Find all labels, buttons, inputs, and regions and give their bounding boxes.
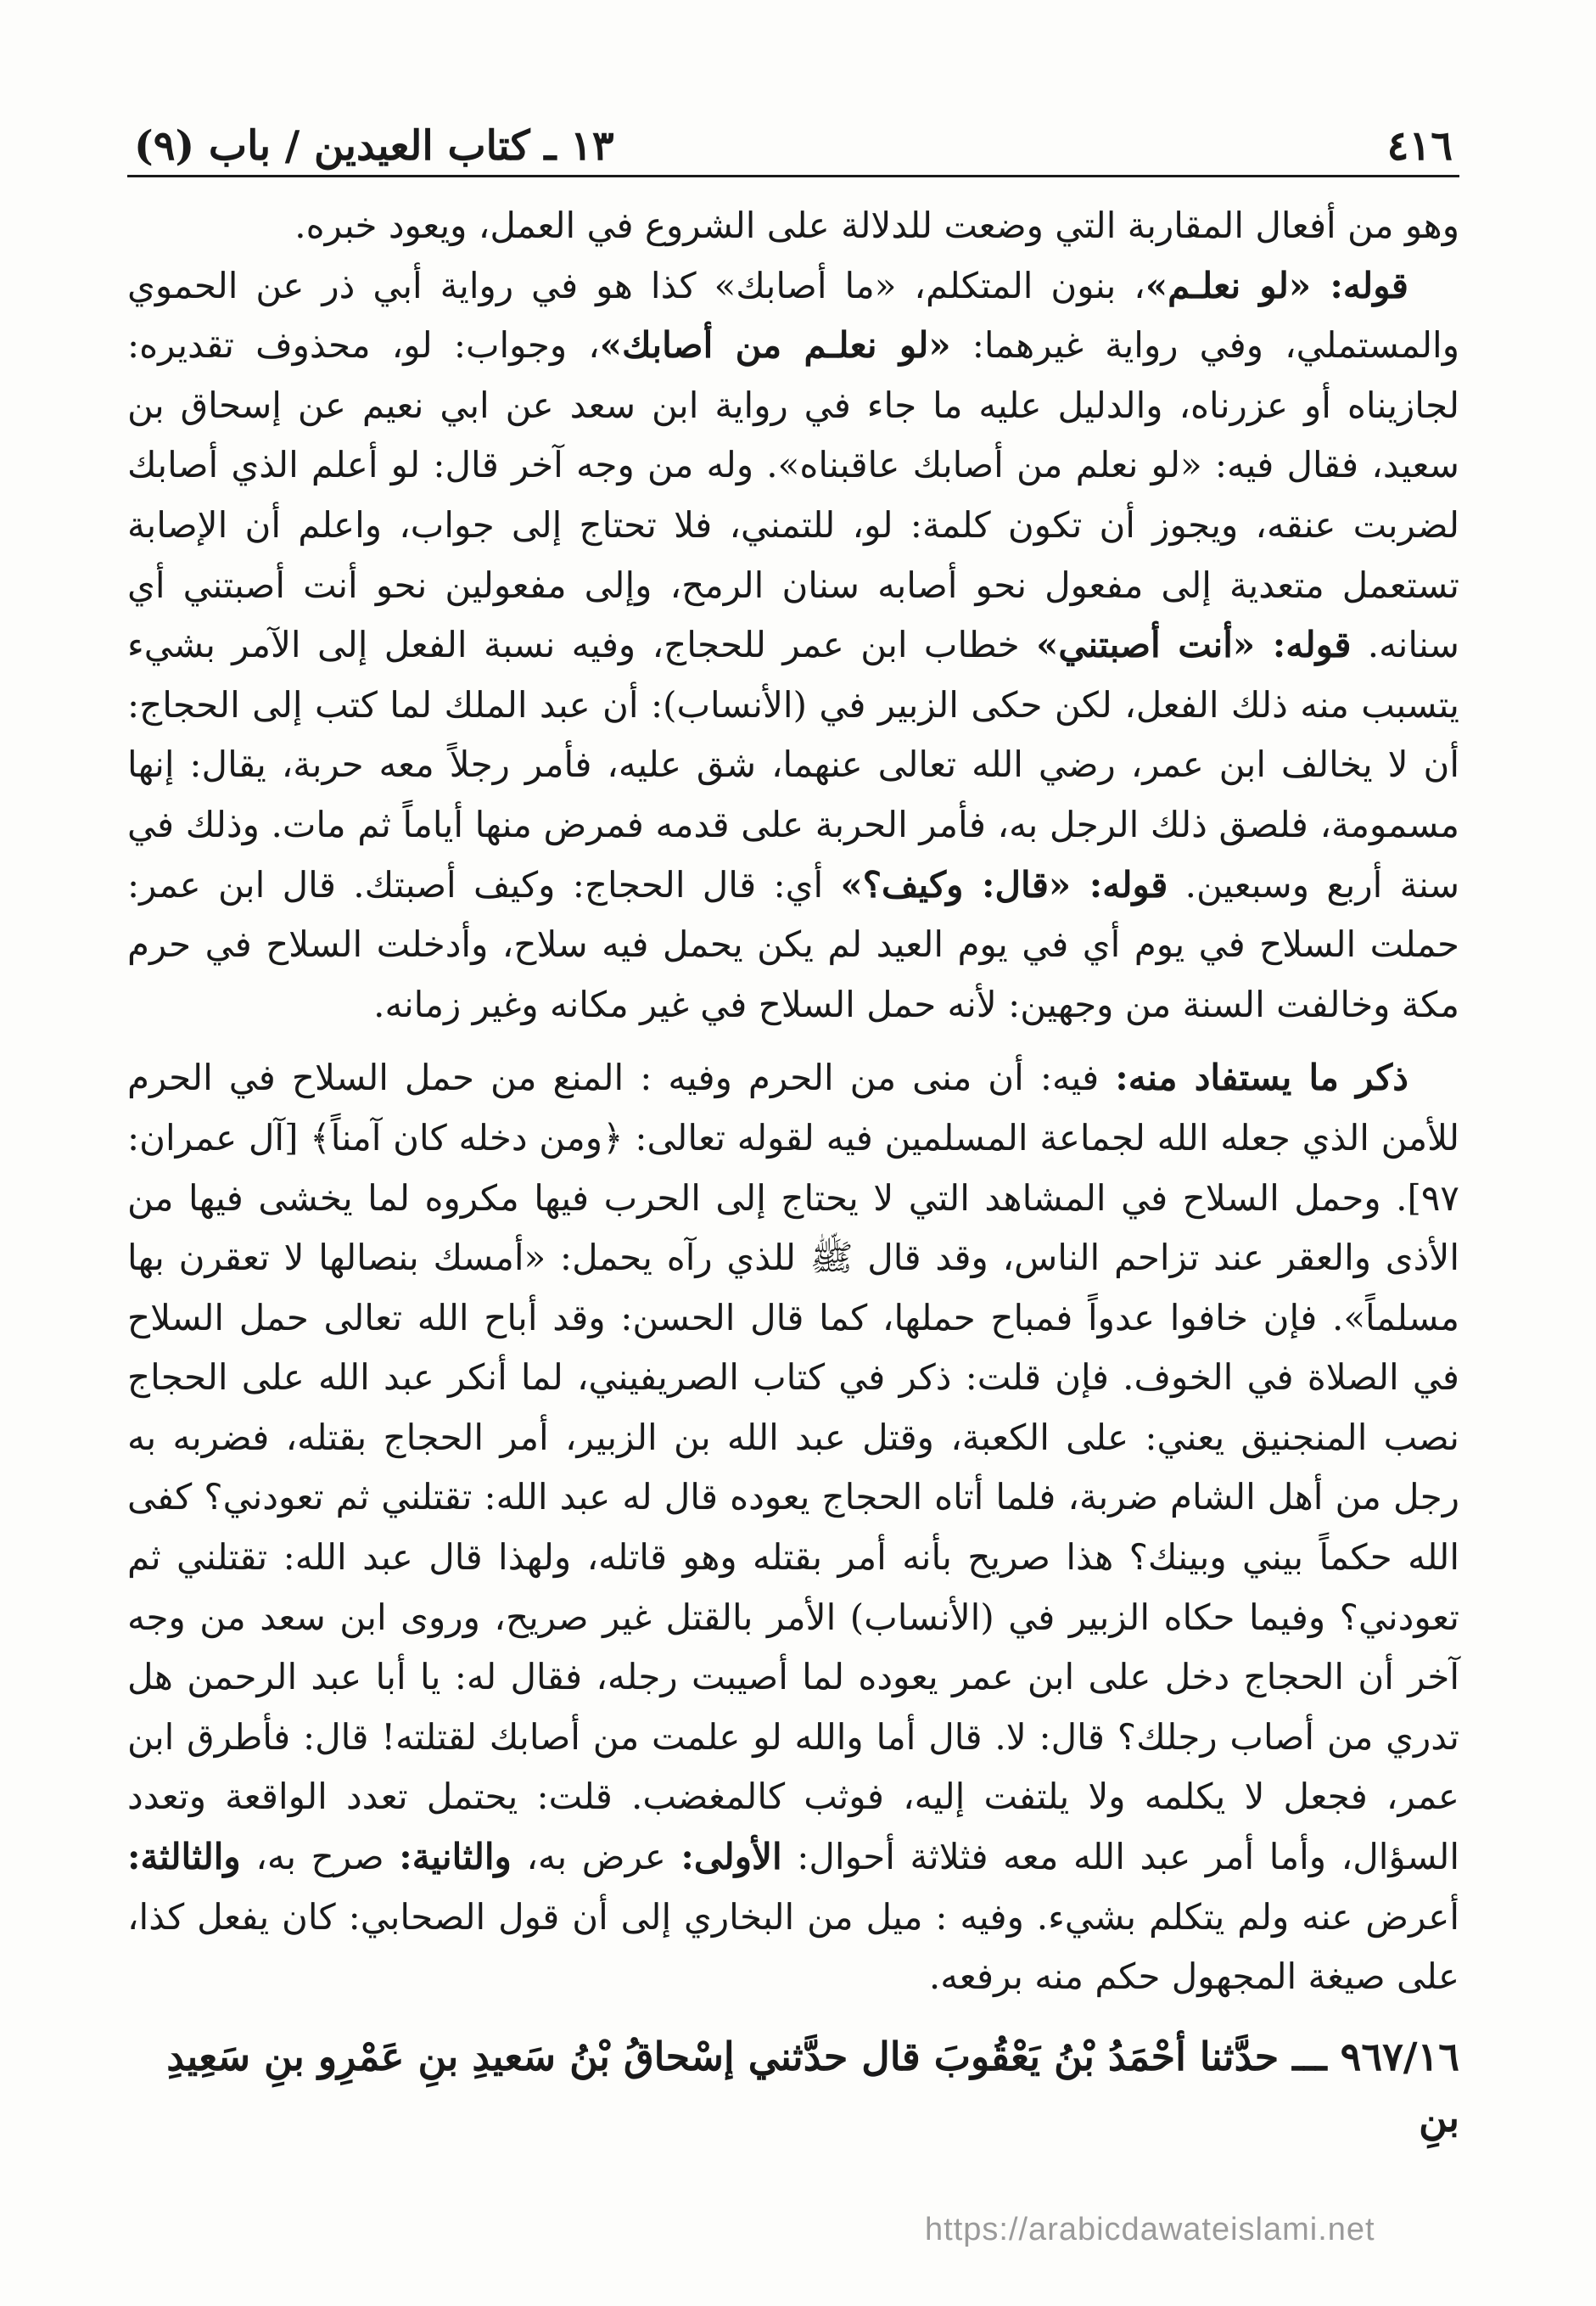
text-run: صرح به، bbox=[240, 1836, 400, 1878]
hadith-number: ٩٦٧/١٦ bbox=[1340, 2033, 1459, 2079]
bold-phrase: ذكر ما يستفاد منه: bbox=[1115, 1057, 1408, 1099]
bold-phrase: قوله: «أنت أصبتني» bbox=[1036, 624, 1352, 666]
text-run: أي: قال الحجاج: وكيف أصبتك. قال ابن عمر: حملت السلاح في يوم أي في يوم العيد لم يكن يحمل فيه سلاح، وأدخلت السلاح في حرم مكة وخالفت السنة من وجهين: لأنه حمل السلاح في غير مكانه وغير زمانه. bbox=[127, 863, 1459, 1025]
bold-phrase: والثالثة: bbox=[127, 1836, 241, 1878]
text-run: أعرض عنه ولم يتكلم بشيء. وفيه : ميل من البخاري إلى أن قول الصحابي: كان يفعل كذا، على صيغة المجهول حكم منه برفعه. bbox=[127, 1895, 1459, 1998]
text-run: ، بنون المتكلم، «ما أصابك» كذا هو في رواية أبي ذر عن الحموي والمستملي، وفي رواية غيرهما: bbox=[127, 264, 1459, 367]
bold-phrase: قوله: «قال: وكيف؟» bbox=[840, 863, 1168, 906]
text-run: وهو من أفعال المقاربة التي وضعت للدلالة على الشروع في العمل، ويعود خبره. bbox=[294, 205, 1459, 246]
bold-phrase: والثانية: bbox=[399, 1836, 512, 1878]
bold-phrase: الأولى: bbox=[680, 1836, 782, 1878]
page-number: ٤١٦ bbox=[1386, 122, 1453, 170]
running-head: ١٣ ـ كتاب العيدين / باب (٩) bbox=[134, 122, 614, 170]
text-run: فيه: أن منى من الحرم وفيه : المنع من حمل السلاح في الحرم للأمن الذي جعله الله لجماعة المسلمين فيه لقوله تعالى: ﴿ومن دخله كان آمناً﴾ [آل عمران: ٩٧]. وحمل السلاح في المشاهد التي لا يحتاج إلى الحرب فيها مكروه لما يخشى فيها من الأذى والعقر عند تزاحم الناس، وقد قال ﷺ للذي رآه يحمل: «أمسك بنصالها لا تعقرن بها مسلماً». فإن خافوا عدواً فمباح حملها، كما قال الحسن: وقد أباح الله تعالى حمل السلاح في الصلاة في الخوف. فإن قلت: ذكر في كتاب الصريفيني، لما أنكر عبد الله على الحجاج نصب المنجنيق يعني: على الكعبة، وقتل عبد الله بن الزبير، أمر الحجاج بقتله، فضربه به رجل من أهل الشام ضربة، فلما أتاه الحجاج يعوده قال له عبد الله: تقتلني ثم تعودني؟ كفى الله حكماً بيني وبينك؟ هذا صريح بأنه أمر بقتله وهو قاتله، ولهذا قال عبد الله: تقتلني ثم تعودني؟ وفيما حكاه الزبير في (الأنساب) الأمر بالقتل غير صريح، وروى ابن سعد من وجه آخر أن الحجاج دخل على ابن عمر يعوده لما أصيبت رجله، فقال له: يا أبا عبد الرحمن هل تدري من أصاب رجلك؟ قال: لا. قال أما والله لو علمت من أصابك لقتلته! قال: فأطرق ابن عمر، فجعل لا يكلمه ولا يلتفت إليه، فوثب كالمغضب. قلت: يحتمل تعدد الواقعة وتعدد السؤال، وأما أمر عبد الله معه فثلاثة أحوال: bbox=[127, 1057, 1460, 1878]
book-page bbox=[127, 102, 1459, 2275]
hadith-text: ـــ حدَّثنا أحْمَدُ بْنُ يَعْقُوبَ قال حدَّثني إسْحاقُ بْنُ سَعيدِ بنِ عَمْرِو بنِ سَعِيدِ بنِ bbox=[166, 2033, 1459, 2140]
paragraph bbox=[127, 196, 1459, 256]
paragraph bbox=[127, 256, 1459, 1035]
bold-phrase: «لو نعلـم من أصابك» bbox=[599, 324, 951, 367]
text-run: ، وجواب: لو، محذوف تقديره: لجازيناه أو عزرناه، والدليل عليه ما جاء في رواية ابن سعد عن ابي نعيم عن إسحاق بن سعيد، فقال فيه: «لو نعلم من أصابك عاقبناه». وله من وجه آخر قال: لو أعلم الذي أصابك لضربت عنقه، ويجوز أن تكون كلمة: لو، للتمني، فلا تحتاج إلى جواب، واعلم أن الإصابة تستعمل متعدية إلى مفعول نحو أصابه سنان الرمح، وإلى مفعولين نحو أنت أصبتني أي سنانه. bbox=[127, 324, 1459, 666]
paragraph bbox=[127, 1048, 1459, 2007]
bold-phrase: قوله: «لو نعلـم» bbox=[1145, 264, 1408, 306]
text-run: خطاب ابن عمر للحجاج، وفيه نسبة الفعل إلى الآمر بشيء يتسبب منه ذلك الفعل، لكن حكى الزبير في (الأنساب): أن عبد الملك لما كتب إلى الحجاج: أن لا يخالف ابن عمر، رضي الله تعالى عنهما، شق عليه، فأمر رجلاً معه حربة، يقال: إنها مسمومة، فلصق ذلك الرجل به، فأمر الحربة على قدمه فمرض منها أياماً ثم مات. وذلك في سنة أربع وسبعين. bbox=[127, 624, 1460, 906]
watermark-url: https://arabicdawateislami.net bbox=[925, 2212, 1375, 2247]
hadith-line bbox=[127, 2026, 1459, 2148]
page-header bbox=[127, 102, 1459, 177]
page-body bbox=[127, 196, 1459, 2007]
text-run: عرض به، bbox=[511, 1836, 681, 1878]
